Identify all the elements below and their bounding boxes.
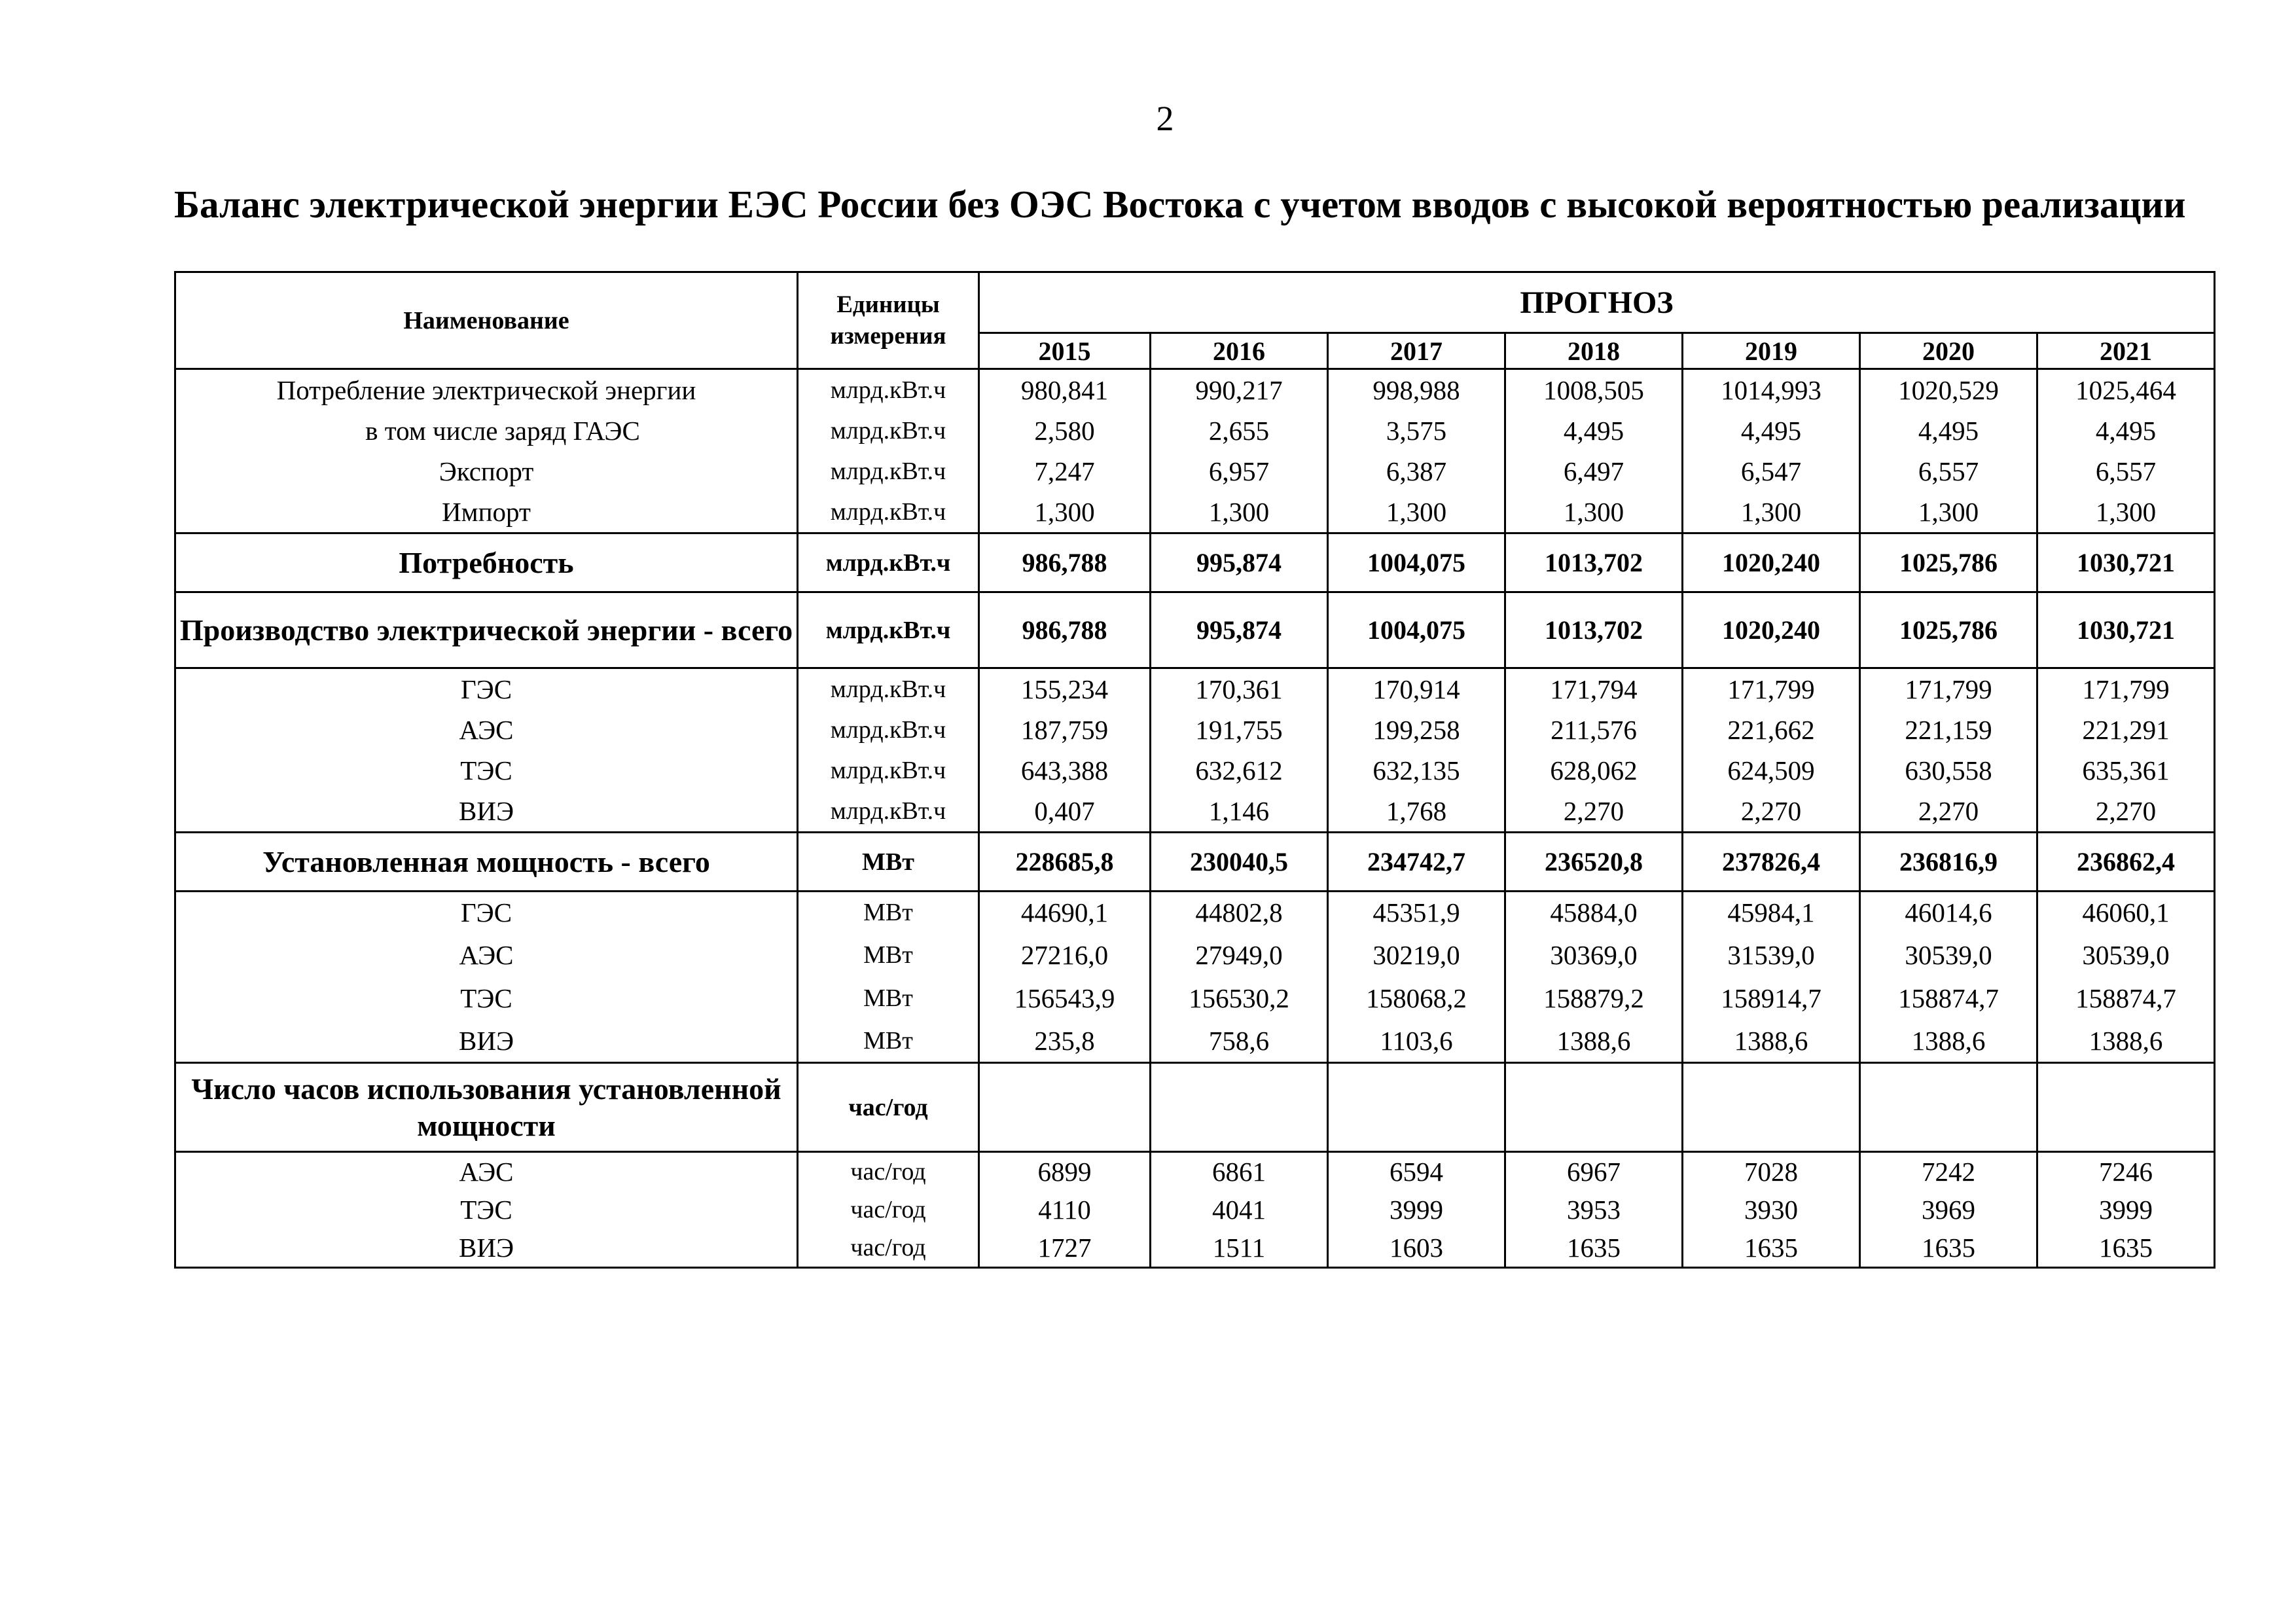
table-row (175, 1020, 2215, 1063)
row-value: 630,558 (1860, 750, 2037, 791)
row-value: 46014,6 (1860, 892, 2037, 933)
row-value: 221,662 (1683, 710, 1860, 750)
row-value: 1013,702 (1505, 592, 1683, 668)
row-value (979, 1063, 1151, 1152)
row-value: 236862,4 (2037, 833, 2215, 892)
row-value: 1103,6 (1328, 1020, 1505, 1063)
header-year: 2016 (1151, 333, 1328, 369)
energy-balance-table (174, 271, 2215, 1269)
table-row (175, 791, 2215, 833)
row-value: 158879,2 (1505, 977, 1683, 1020)
table-row (175, 369, 2215, 411)
row-value: 31539,0 (1683, 933, 1860, 977)
row-value: 27949,0 (1151, 933, 1328, 977)
table-row (175, 1191, 2215, 1229)
row-value: 3969 (1860, 1191, 2037, 1229)
row-value: 4041 (1151, 1191, 1328, 1229)
row-value: 1004,075 (1328, 592, 1505, 668)
row-value: 1008,505 (1505, 369, 1683, 411)
row-value: 211,576 (1505, 710, 1683, 750)
row-value: 1727 (979, 1229, 1151, 1268)
row-unit: млрд.кВт.ч (798, 410, 979, 451)
row-name: Экспорт (175, 451, 798, 492)
row-value: 1,300 (979, 492, 1151, 533)
row-value: 7246 (2037, 1152, 2215, 1191)
row-value: 46060,1 (2037, 892, 2215, 933)
row-value: 4110 (979, 1191, 1151, 1229)
row-value: 1,300 (1505, 492, 1683, 533)
row-value: 156543,9 (979, 977, 1151, 1020)
row-value: 1635 (2037, 1229, 2215, 1268)
row-value: 170,361 (1151, 668, 1328, 710)
row-value: 1635 (1860, 1229, 2037, 1268)
row-value: 1020,529 (1860, 369, 2037, 411)
row-value: 6,387 (1328, 451, 1505, 492)
table-row (175, 1229, 2215, 1268)
row-value: 1004,075 (1328, 533, 1505, 592)
row-unit: МВт (798, 833, 979, 892)
row-value: 237826,4 (1683, 833, 1860, 892)
row-unit: млрд.кВт.ч (798, 533, 979, 592)
row-value: 635,361 (2037, 750, 2215, 791)
row-value: 234742,7 (1328, 833, 1505, 892)
row-value: 990,217 (1151, 369, 1328, 411)
row-value: 3999 (2037, 1191, 2215, 1229)
row-value: 995,874 (1151, 592, 1328, 668)
row-value: 30369,0 (1505, 933, 1683, 977)
row-value: 30219,0 (1328, 933, 1505, 977)
row-value: 236816,9 (1860, 833, 2037, 892)
table-row-total (175, 1063, 2215, 1152)
table-row (175, 451, 2215, 492)
row-value: 6,547 (1683, 451, 1860, 492)
row-value: 235,8 (979, 1020, 1151, 1063)
row-value (1683, 1063, 1860, 1152)
row-value (1328, 1063, 1505, 1152)
row-value: 171,799 (1683, 668, 1860, 710)
row-value: 998,988 (1328, 369, 1505, 411)
row-value: 6594 (1328, 1152, 1505, 1191)
row-unit: час/год (798, 1152, 979, 1191)
row-value: 1025,786 (1860, 592, 2037, 668)
row-value: 236520,8 (1505, 833, 1683, 892)
row-unit: млрд.кВт.ч (798, 668, 979, 710)
row-value: 1025,464 (2037, 369, 2215, 411)
row-value: 0,407 (979, 791, 1151, 833)
row-value: 171,799 (2037, 668, 2215, 710)
row-value: 3953 (1505, 1191, 1683, 1229)
row-name: Потребность (175, 533, 798, 592)
row-unit: млрд.кВт.ч (798, 492, 979, 533)
row-name: АЭС (175, 710, 798, 750)
table-row (175, 977, 2215, 1020)
row-value: 643,388 (979, 750, 1151, 791)
row-value: 158874,7 (2037, 977, 2215, 1020)
row-name: ВИЭ (175, 791, 798, 833)
row-value: 221,291 (2037, 710, 2215, 750)
row-value: 1020,240 (1683, 592, 1860, 668)
row-value: 1,300 (1151, 492, 1328, 533)
row-value: 632,612 (1151, 750, 1328, 791)
row-name: Установленная мощность - всего (175, 833, 798, 892)
row-value (1505, 1063, 1683, 1152)
header-year: 2020 (1860, 333, 2037, 369)
row-value: 7028 (1683, 1152, 1860, 1191)
row-value: 3,575 (1328, 410, 1505, 451)
row-value: 1013,702 (1505, 533, 1683, 592)
row-value: 30539,0 (2037, 933, 2215, 977)
row-value: 1030,721 (2037, 533, 2215, 592)
table-row-total (175, 533, 2215, 592)
row-value: 4,495 (1860, 410, 2037, 451)
row-name: ГЭС (175, 668, 798, 710)
row-unit: час/год (798, 1191, 979, 1229)
header-name: Наименование (175, 272, 798, 369)
row-value: 2,270 (2037, 791, 2215, 833)
row-name: Импорт (175, 492, 798, 533)
row-name: АЭС (175, 933, 798, 977)
row-value: 45984,1 (1683, 892, 1860, 933)
row-name: в том числе заряд ГАЭС (175, 410, 798, 451)
row-value: 7242 (1860, 1152, 2037, 1191)
header-year: 2019 (1683, 333, 1860, 369)
row-value: 1,300 (1860, 492, 2037, 533)
row-value: 187,759 (979, 710, 1151, 750)
row-value: 1020,240 (1683, 533, 1860, 592)
row-value: 6861 (1151, 1152, 1328, 1191)
row-value (1151, 1063, 1328, 1152)
header-year: 2018 (1505, 333, 1683, 369)
row-value: 158068,2 (1328, 977, 1505, 1020)
row-value (2037, 1063, 2215, 1152)
row-value: 1388,6 (1860, 1020, 2037, 1063)
row-value: 228685,8 (979, 833, 1151, 892)
row-name: АЭС (175, 1152, 798, 1191)
row-value: 191,755 (1151, 710, 1328, 750)
row-value: 27216,0 (979, 933, 1151, 977)
row-value: 2,580 (979, 410, 1151, 451)
row-value: 156530,2 (1151, 977, 1328, 1020)
row-unit: МВт (798, 892, 979, 933)
row-value: 45884,0 (1505, 892, 1683, 933)
row-unit: млрд.кВт.ч (798, 710, 979, 750)
row-unit: МВт (798, 933, 979, 977)
row-name: ВИЭ (175, 1020, 798, 1063)
row-value: 6,957 (1151, 451, 1328, 492)
row-value: 6967 (1505, 1152, 1683, 1191)
row-value: 4,495 (1683, 410, 1860, 451)
row-unit: млрд.кВт.ч (798, 750, 979, 791)
row-name: ВИЭ (175, 1229, 798, 1268)
row-unit: млрд.кВт.ч (798, 369, 979, 411)
row-value: 4,495 (2037, 410, 2215, 451)
table-row (175, 710, 2215, 750)
table-row-total (175, 592, 2215, 668)
row-unit: МВт (798, 977, 979, 1020)
row-value: 199,258 (1328, 710, 1505, 750)
row-value: 1,768 (1328, 791, 1505, 833)
row-unit: млрд.кВт.ч (798, 592, 979, 668)
row-value: 1014,993 (1683, 369, 1860, 411)
row-value: 624,509 (1683, 750, 1860, 791)
row-name: ГЭС (175, 892, 798, 933)
table-row-total (175, 833, 2215, 892)
header-unit: Единицы измерения (798, 272, 979, 369)
row-value: 1635 (1505, 1229, 1683, 1268)
row-value: 6899 (979, 1152, 1151, 1191)
row-value: 758,6 (1151, 1020, 1328, 1063)
row-value: 632,135 (1328, 750, 1505, 791)
row-value: 45351,9 (1328, 892, 1505, 933)
row-name: Потребление электрической энергии (175, 369, 798, 411)
row-value: 221,159 (1860, 710, 2037, 750)
header-year: 2017 (1328, 333, 1505, 369)
row-value: 2,270 (1683, 791, 1860, 833)
row-value: 1,300 (1683, 492, 1860, 533)
table-row (175, 1152, 2215, 1191)
table-row (175, 492, 2215, 533)
row-value: 171,799 (1860, 668, 2037, 710)
row-value: 3930 (1683, 1191, 1860, 1229)
row-value: 2,270 (1860, 791, 2037, 833)
row-value: 230040,5 (1151, 833, 1328, 892)
document-title: Баланс электрической энергии ЕЭС России без ОЭС Востока с учетом вводов с высокой вероятностью реализации (174, 183, 2186, 226)
row-unit: час/год (798, 1063, 979, 1152)
table-row (175, 668, 2215, 710)
row-value: 2,270 (1505, 791, 1683, 833)
row-value: 155,234 (979, 668, 1151, 710)
row-value: 158874,7 (1860, 977, 2037, 1020)
row-value: 30539,0 (1860, 933, 2037, 977)
row-value: 1025,786 (1860, 533, 2037, 592)
row-value: 4,495 (1505, 410, 1683, 451)
row-value: 1,300 (1328, 492, 1505, 533)
row-unit: час/год (798, 1229, 979, 1268)
row-value: 6,557 (2037, 451, 2215, 492)
row-value: 1388,6 (1505, 1020, 1683, 1063)
row-value: 1388,6 (2037, 1020, 2215, 1063)
row-unit: млрд.кВт.ч (798, 791, 979, 833)
row-value: 6,497 (1505, 451, 1683, 492)
row-value: 995,874 (1151, 533, 1328, 592)
row-value: 986,788 (979, 533, 1151, 592)
table-row (175, 892, 2215, 933)
header-forecast: ПРОГНОЗ (979, 272, 2215, 333)
row-value: 1,146 (1151, 791, 1328, 833)
row-value: 6,557 (1860, 451, 2037, 492)
row-value: 170,914 (1328, 668, 1505, 710)
row-value: 44802,8 (1151, 892, 1328, 933)
row-unit: МВт (798, 1020, 979, 1063)
row-name: Производство электрической энергии - всего (175, 592, 798, 668)
table-row (175, 750, 2215, 791)
row-value: 2,655 (1151, 410, 1328, 451)
row-value (1860, 1063, 2037, 1152)
row-value: 3999 (1328, 1191, 1505, 1229)
row-name: ТЭС (175, 750, 798, 791)
row-value: 44690,1 (979, 892, 1151, 933)
header-year: 2021 (2037, 333, 2215, 369)
table-row (175, 933, 2215, 977)
row-name: ТЭС (175, 977, 798, 1020)
row-name: Число часов использования установленной мощности (175, 1063, 798, 1152)
row-value: 980,841 (979, 369, 1151, 411)
row-value: 1030,721 (2037, 592, 2215, 668)
row-value: 628,062 (1505, 750, 1683, 791)
header-year: 2015 (979, 333, 1151, 369)
table-row (175, 410, 2215, 451)
page-number: 2 (1156, 99, 1174, 138)
row-value: 1635 (1683, 1229, 1860, 1268)
row-unit: млрд.кВт.ч (798, 451, 979, 492)
row-value: 1603 (1328, 1229, 1505, 1268)
row-value: 1,300 (2037, 492, 2215, 533)
row-value: 171,794 (1505, 668, 1683, 710)
row-value: 986,788 (979, 592, 1151, 668)
row-value: 1388,6 (1683, 1020, 1860, 1063)
row-value: 1511 (1151, 1229, 1328, 1268)
row-name: ТЭС (175, 1191, 798, 1229)
row-value: 158914,7 (1683, 977, 1860, 1020)
row-value: 7,247 (979, 451, 1151, 492)
